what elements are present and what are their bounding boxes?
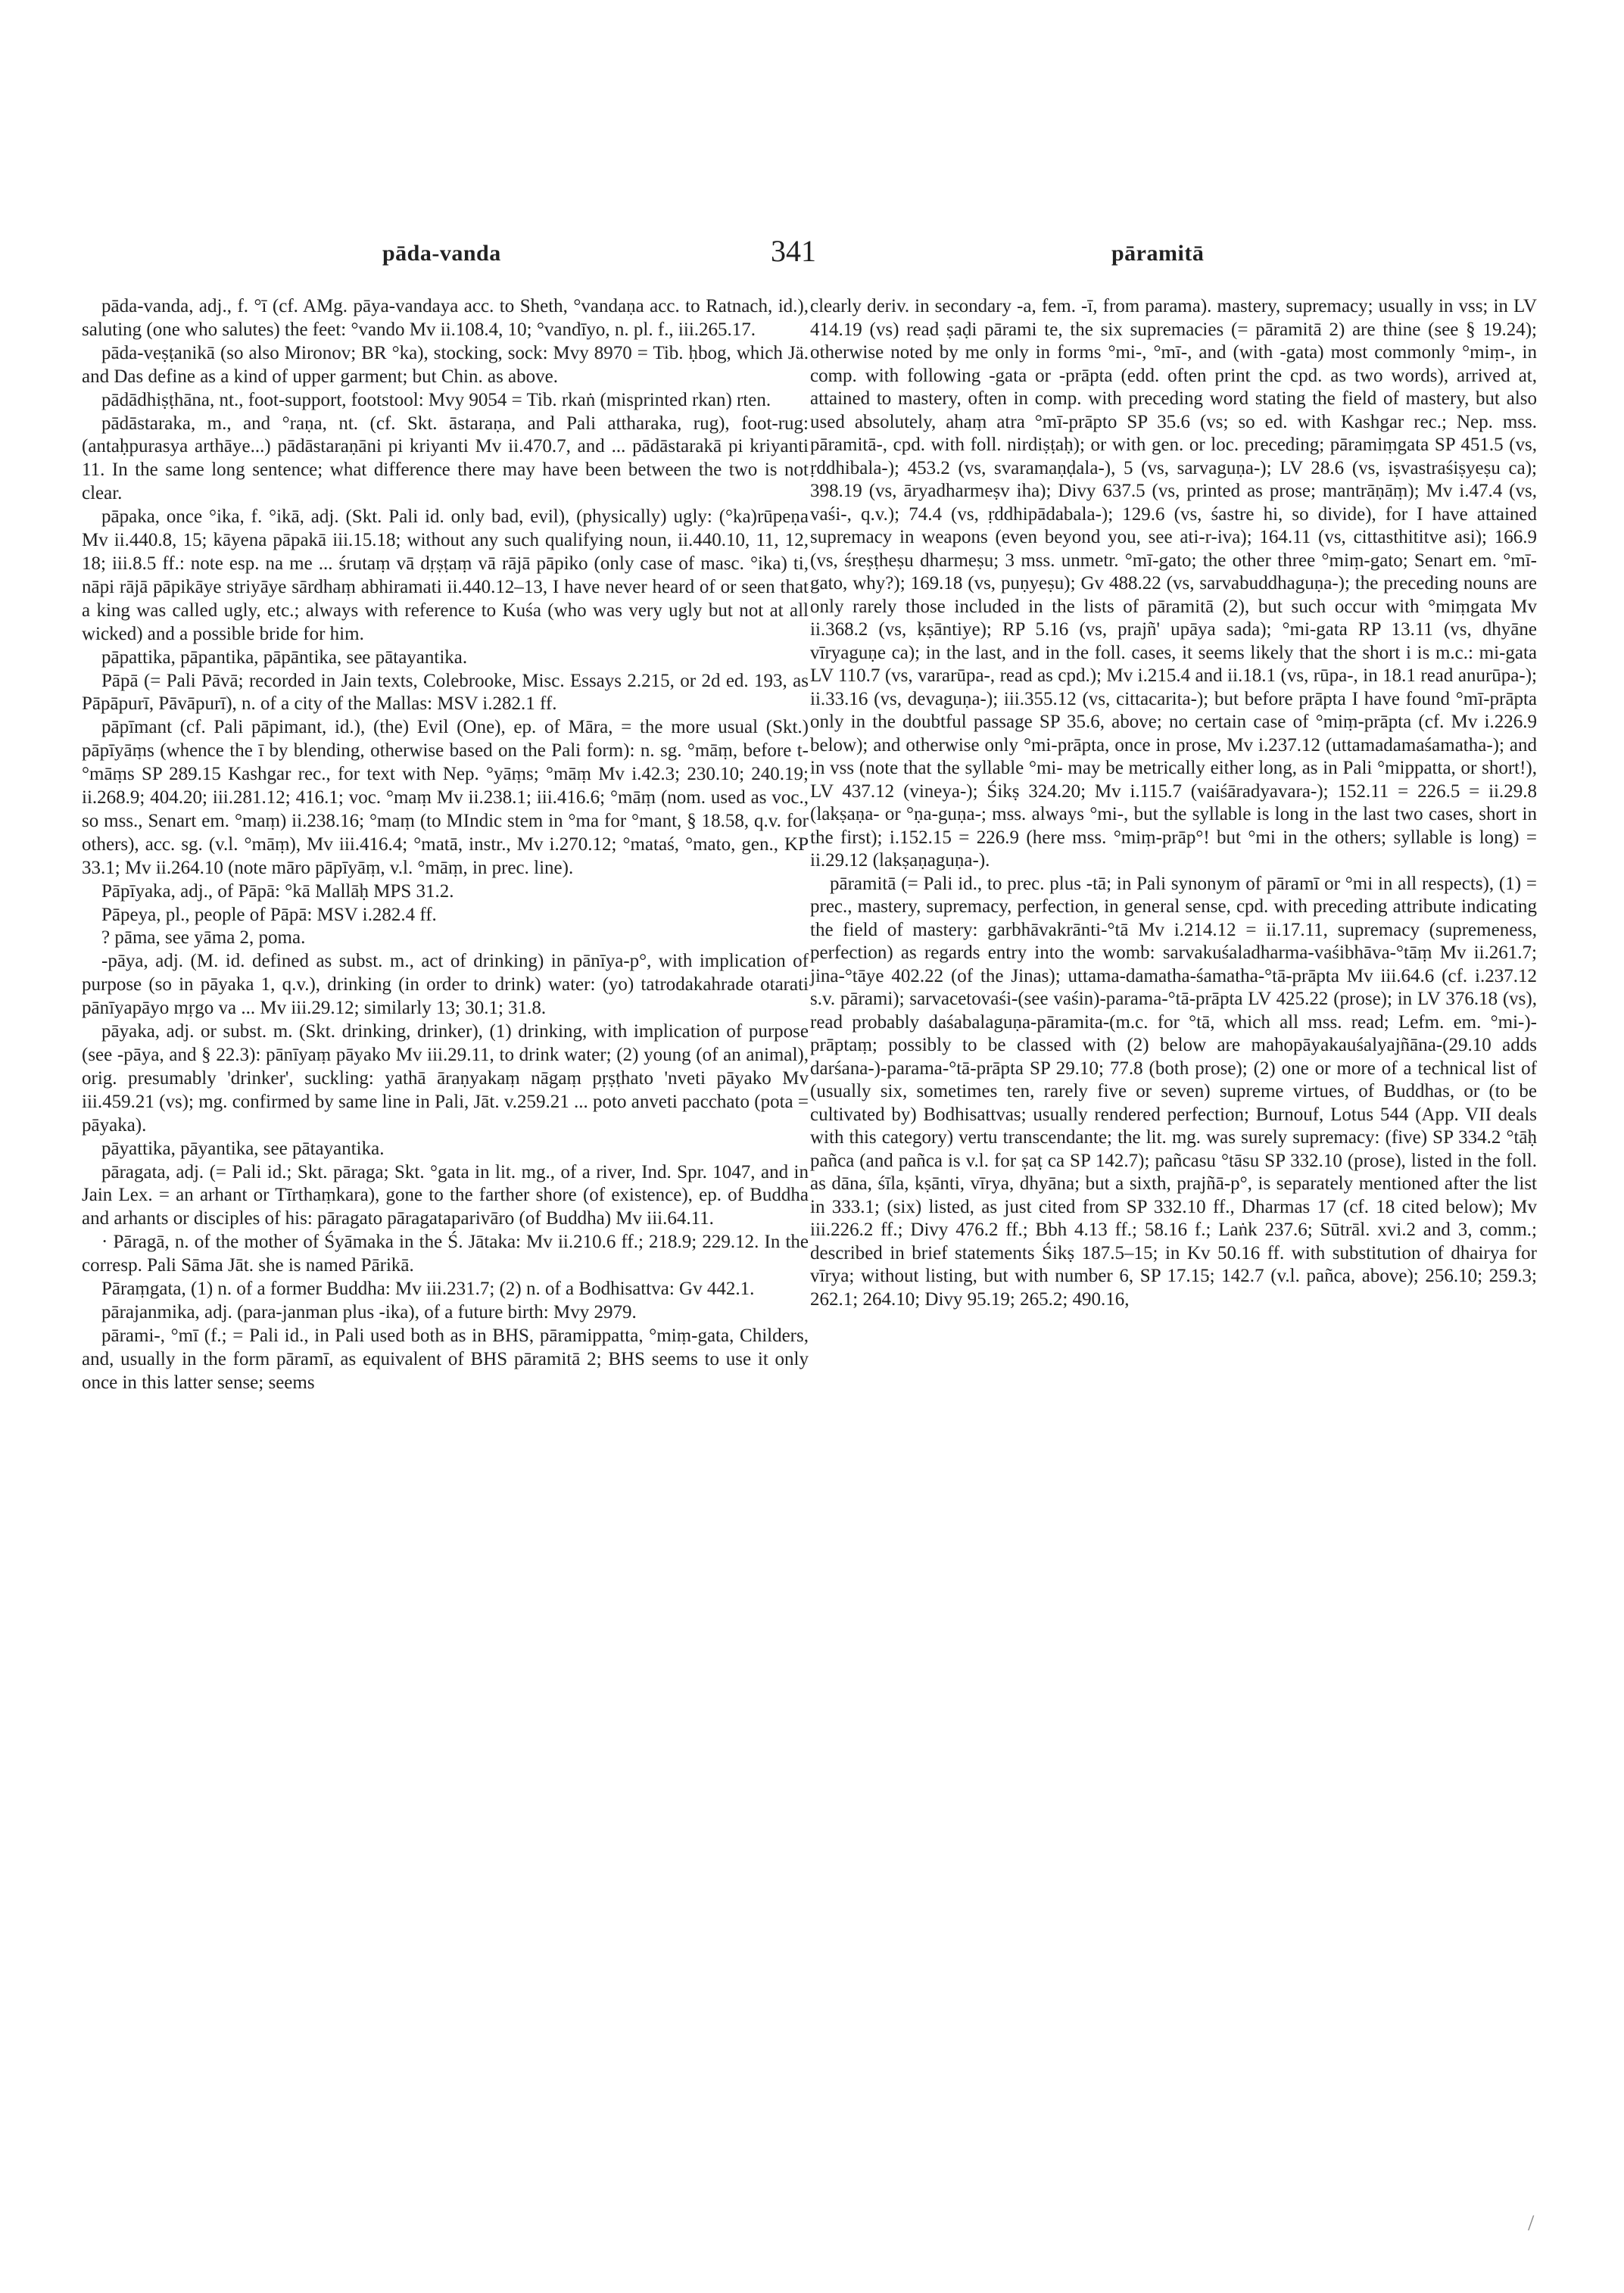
entry-papattika: pāpattika, pāpantika, pāpāntika, see pātayantika. (101, 646, 468, 668)
entry-papimant: pāpīmant (cf. Pali pāpimant, id.), (the) Evil (One), ep. of Māra, = the more usual (Skt.) pāpīyāṃs (whence the ī by blending, otherwise based on the Pali form): n. sg. °māṃ, before t- °māṃs SP 289.15 Kashgar rec., for text with Nep. °yāṃs; °māṃ Mv i.42.3; 230.10; 240.19; ii.268.9; 404.20; iii.281.12; 416.1; voc. °maṃ Mv ii.238.1; iii.416.6; °māṃ (nom. used as voc., so mss., Senart em. °maṃ) ii.238.16; °maṃ (to MIndic stem in °ma for °mant, § 18.58, q.v. for others), acc. sg. (v.l. °māṃ), Mv iii.416.4; °matā, instr., Mv i.270.12; °mataś, °mato, gen., KP 33.1; Mv ii.264.10 (note māro pāpīyāṃ, v.l. °māṃ, in prec. line). (82, 717, 809, 878)
entry-paya: -pāya, adj. (M. id. defined as subst. m., act of drinking) in pānīya-p°, with implication of purpose (so in pāyaka 1, q.v.), drinking (in order to drink) water: (yo) tatrodakahrade otarati pānīyapāyo mṛgo va ... Mv iii.29.12; similarly 13; 30.1; 31.8. (82, 951, 809, 1019)
entry-pada-vestanika: pāda-veṣṭanikā (so also Mironov; BR °ka), stocking, sock: Mvy 8970 = Tib. ḥbog, which Jä. and Das define as a kind of upper garment; but Chin. as above. (82, 342, 809, 387)
left-column (82, 295, 809, 1395)
entry-padastaraka: pādāstaraka, m., and °raṇa, nt. (cf. Skt. āstaraṇa, and Pali attharaka, rug), foot-rug: (antaḥpurasya arthāye...) pādāstaraṇāni pi kriyanti Mv ii.470.7, and ... pādāstarakā pi kriyanti 11. In the same long sentence; what difference there may have been between the two is not clear. (82, 413, 809, 504)
entry-parajanmika: pārajanmika, adj. (para-janman plus -ika), of a future birth: Mvy 2979. (101, 1301, 637, 1323)
entry-padadhisthana: pādādhiṣṭhāna, nt., foot-support, footstool: Mvy 9054 = Tib. rkaṅ (misprinted rkan) rten. (101, 389, 771, 410)
right-column (810, 295, 1537, 1311)
entry-paragata: pāragata, adj. (= Pali id.; Skt. pāraga; Skt. °gata in lit. mg., of a river, Ind. Spr. 1047, and in Jain Lex. = an arhant or Tīrthaṃkara), gone to the farther shore (of existence), ep. of Buddha and arhants or disciples of his: pāragato pāragataparivāro (of Buddha) Mv iii.64.11. (82, 1161, 809, 1229)
entry-pada-vanda: pāda-vanda, adj., f. °ī (cf. AMg. pāya-vandaya acc. to Sheth, °vandaṇa acc. to Ratnach, id.), saluting (one who salutes) the feet: °vando Mv ii.108.4, 10; °vandīyo, n. pl. f., iii.265.17. (82, 296, 809, 340)
entry-pama: ? pāma, see yāma 2, poma. (101, 927, 306, 949)
entry-papa: Pāpā (= Pali Pāvā; recorded in Jain texts, Colebrooke, Misc. Essays 2.215, or 2d ed. 193, as Pāpāpurī, Pāvāpurī), n. of a city of the Mallas: MSV i.282.1 ff. (82, 670, 809, 715)
running-head-right: pāramitā (1111, 241, 1205, 266)
corner-mark: / (1528, 2210, 1535, 2235)
running-head-left: pāda-vanda (382, 241, 501, 266)
entry-paramgata: Pāraṃgata, (1) n. of a former Buddha: Mv iii.231.7; (2) n. of a Bodhisattva: Gv 442.1. (101, 1279, 755, 1300)
entry-paraga: · Pāragā, n. of the mother of Śyāmaka in the Ś. Jātaka: Mv ii.210.6 ff.; 218.9; 229.12. In the corresp. Pali Sāma Jāt. she is named Pārikā. (82, 1232, 809, 1276)
entry-paramita: pāramitā (= Pali id., to prec. plus -tā; in Pali synonym of pāramī or °mi in all respects), (1) = prec., mastery, supremacy, perfection, in general sense, cpd. with preceding attribute indicating the field of mastery: garbhāvakrānti-°tā Mv i.214.12 = ii.17.11, supremacy (supremeness, perfection) as regards entry into the womb: sarvakuśaladharma-vaśibhāva-°tāṃ Mv ii.261.7; jina-°tāye 402.22 (of the Jinas); uttama-damatha-śamatha-°tā-prāpta Mv iii.64.6 (cf. i.237.12 s.v. pārami); sarvacetovaśi-(see vaśin)-parama-°tā-prāpta LV 425.22 (prose); in LV 376.18 (vs), read probably daśabalaguṇa-pāramita-(m.c. for °tā, which all mss. read; Lefm. em. °mi-)-prāptaṃ; possibly to be classed with (2) below are mahopāyakauśalyajñāna-(29.10 adds darśana-)-parama-°tā-prāpta SP 29.10; 77.8 (both prose); (2) one or more of a technical list of (usually six, sometimes ten, rarely five or seven) supreme virtues, of Buddhas, or (to be cultivated by) Bodhisattvas; usually rendered perfection; Burnouf, Lotus 544 (App. VII deals with this category) vertu transcendante; the lit. mg. was surely supremacy: (five) SP 334.2 °tāḥ pañca (and pañca is v.l. for ṣaṭ ca SP 142.7); pañcasu °tāsu SP 332.10 (prose), listed in the foll. as dāna, śīla, kṣānti, vīrya, dhyāna; but a sixth, prajñā-p°, is separately mentioned after the list in 333.1; (six) listed, as just cited from SP 332.10 ff., Dharmas 17 (cf. 18 cited below); Mv iii.226.2 ff.; Divy 476.2 ff.; Bbh 4.13 ff.; 58.16 f.; Laṅk 237.6; Sūtrāl. xvi.2 and 3, comm.; described in brief statements Śikṣ 187.5–15; in Kv 50.16 ff. with substitution of dhairya for vīrya; without listing, but with number 6, SP 17.15; 142.7 (v.l. pañca, above); 256.10; 259.3; 262.1; 264.10; Divy 95.19; 265.2; 490.16, (810, 873, 1537, 1310)
entry-payattika: pāyattika, pāyantika, see pātayantika. (101, 1138, 385, 1159)
entry-papiyaka: Pāpīyaka, adj., of Pāpā: °kā Mallāḥ MPS 31.2. (101, 880, 454, 902)
entry-papaka: pāpaka, once °ika, f. °ikā, adj. (Skt. Pali id. only bad, evil), (physically) ugly: (°ka)rūpeṇa Mv ii.440.8, 15; kāyena pāpakā iii.15.18; without any such qualifying noun, ii.440.10, 11, 12, 18; iii.8.5 ff.: note esp. na me ... śrutaṃ vā dṛṣṭaṃ vā rājā pāpiko (only case of masc. °ika) ti, nāpi rājā pāpikāye striyāye sārdhaṃ abhiramati ii.440.12–13, I have never heard of or seen that a king was called ugly, etc.; always with reference to Kuśa (who was very ugly but not at all wicked) and a possible bride for him. (82, 506, 809, 644)
entry-payaka: pāyaka, adj. or subst. m. (Skt. drinking, drinker), (1) drinking, with implication of purpose (see -pāya, and § 22.3): pānīyaṃ pāyako Mv iii.29.11, to drink water; (2) young (of an animal), orig. presumably 'drinker', suckling: yathā āraṇyakaṃ nāgaṃ pṛṣṭhato 'nveti pāyako Mv iii.459.21 (vs); mg. confirmed by same line in Pali, Jāt. v.259.21 ... poto anveti pacchato (pota = pāyaka). (82, 1021, 809, 1136)
page-number: 341 (771, 234, 816, 268)
entry-parami-continued: clearly deriv. in secondary -a, fem. -ī, from parama). mastery, supremacy; usually in vss; in LV 414.19 (vs) read ṣaḍi pārami te, the six supremacies (= pāramitā 2) are thine (see § 19.24); otherwise noted by me only in forms °mi-, °mī-, and (with -gata) most commonly °miṃ-, in comp. with following -gata or -prāpta (edd. often print the cpd. as two words), arrived at, attained to mastery, often in comp. with preceding word stating the field of mastery, but also used absolutely, ahaṃ atra °mī-prāpto SP 35.6 (vs; so ed. with Kashgar rec.; Nep. mss. pāramitā-, cpd. with foll. nirdiṣṭaḥ); or with gen. or loc. preceding; pāramiṃgata SP 451.5 (vs, ṛddhibala-); 453.2 (vs, svaramaṇḍala-), 5 (vs, sarvaguṇa-); LV 28.6 (vs, iṣvastraśiṣyeṣu ca); 398.19 (vs, āryadharmeṣv iha); Divy 637.5 (vs, printed as prose; mantrāṇāṃ); Mv i.47.4 (vs, vaśi-, q.v.); 74.4 (vs, ṛddhipādabala-); 129.6 (vs, śastre hi, so divide), for I have attained supremacy in weapons (even beyond you, see ati-r-iva); 164.11 (vs, cittasthititve asi); 166.9 (vs, śreṣṭheṣu dharmeṣu; 3 mss. unmetr. °mī-gato; the other three °miṃ-gato; Senart em. °mī-gato, why?); 169.18 (vs, puṇyeṣu); Gv 488.22 (vs, sarvabuddhaguṇa-); the preceding nouns are only rarely those included in the lists of pāramitā (2), but such occur with °miṃgata Mv ii.368.2 (vs, kṣāntiye); RP 5.16 (vs, prajñ' upāya sada); °mi-gata RP 13.11 (vs, dhyāne vīryaguṇe ca); in the last, and in the foll. cases, it seems likely that the short i is m.c.: mi-gata LV 110.7 (vs, vararūpa-, read as cpd.); Mv i.215.4 and ii.18.1 (vs, rūpa-, in 18.1 read anurūpa-); ii.33.16 (vs, devaguṇa-); iii.355.12 (vs, cittacarita-); but before prāpta I have found °mī-prāpta only in the doubtful passage SP 35.6, above; no certain case of °miṃ-prāpta (cf. Mv i.226.9 below); and otherwise only °mi-prāpta, once in prose, Mv i.237.12 (uttamadamaśamatha-); and in vss (note that the syllable °mi- may be metrically either long, as in Pali °mippatta, or short!), LV 437.12 (vineya-); Śikṣ 324.20; Mv i.115.7 (vaiśāradyavara-); 152.11 = 226.5 = ii.29.8 (lakṣaṇa- or °ṇa-guṇa-; mss. always °mi-, but the syllable is long in the last two cases, short in the first); i.152.15 = 226.9 (here mss. °miṃ-prāp°! but °mi in the others; syllable is long) = ii.29.12 (lakṣaṇaguṇa-). (810, 296, 1537, 871)
entry-papeya: Pāpeya, pl., people of Pāpā: MSV i.282.4 ff. (101, 904, 437, 925)
entry-parami: pārami-, °mī (f.; = Pali id., in Pali used both as in BHS, pāramippatta, °miṃ-gata, Childers, and, usually in the form pāramī, as equivalent of BHS pāramitā 2; BHS seems to use it only once in this latter sense; seems (82, 1325, 809, 1393)
